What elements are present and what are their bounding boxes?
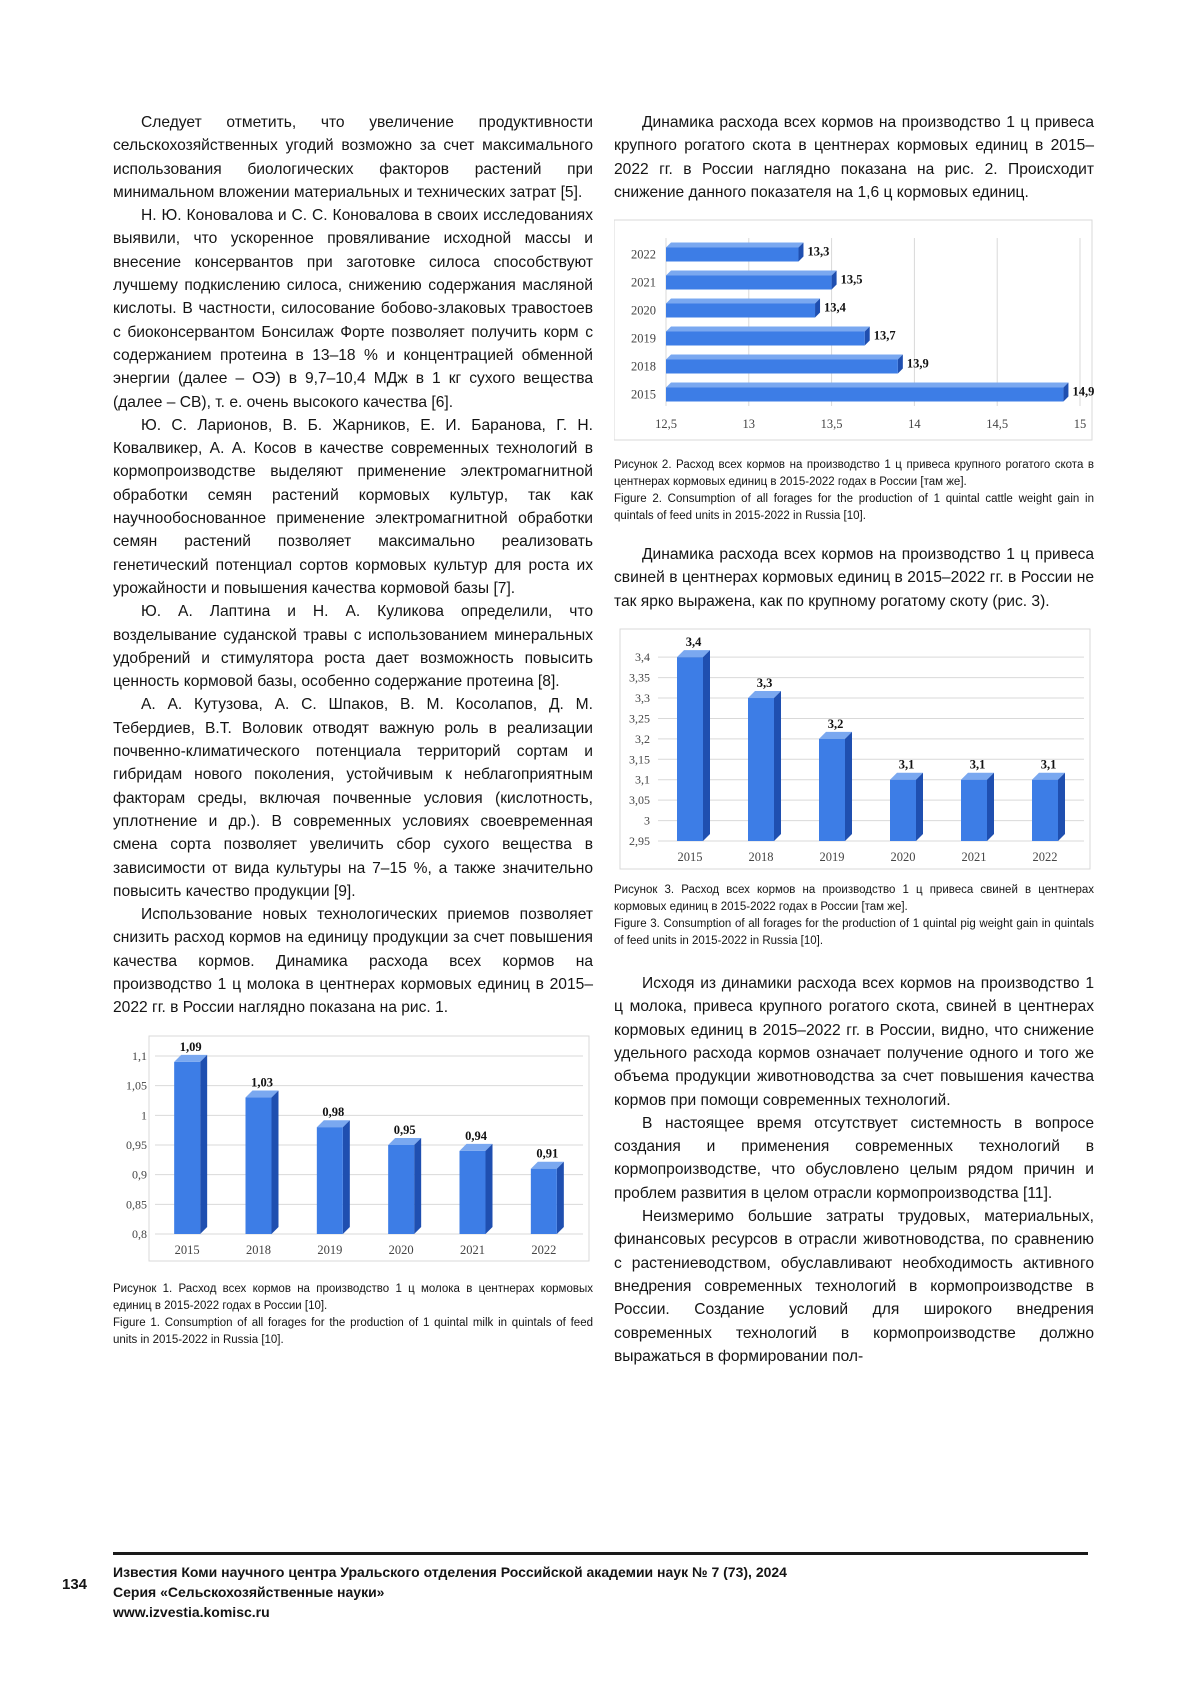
y-tick-label: 3 [644, 813, 650, 828]
data-label: 13,4 [824, 300, 846, 315]
y-tick-label: 1,1 [132, 1048, 147, 1063]
figure-2-caption-ru: Рисунок 2. Расход всех кормов на производство 1 ц привеса крупного рогатого скота в центнерах кормовых единиц в 2015-2022 годах в России [там же]. [614, 459, 1094, 489]
y-tick-label: 3,4 [635, 650, 650, 665]
paragraph: Ю. С. Ларионов, В. Б. Жарников, Е. И. Баранова, Г. Н. Ковалвикер, А. А. Косов в качестве современных технологий в кормопроизводстве выделяют применение электромагнитной обработки семян растений кормовых культур, так как научнообоснованное применение электромагнитной обработки семян растений позволяет максимально реализовать генетический потенциал сортов кормовых культур для роста их урожайности и повышения качества кормовой базы [7]. [113, 416, 593, 597]
x-tick-label: 2018 [246, 1242, 271, 1257]
data-label: 13,5 [840, 272, 863, 287]
data-label: 13,3 [807, 244, 830, 259]
paragraph: Динамика расхода всех кормов на производство 1 ц привеса крупного рогатого скота в центнерах кормовых единиц в 2015–2022 гг. в России наглядно показана на рис. 2. Происходит снижение данного показателя на 1,6 ц кормовых единиц. [614, 114, 1094, 201]
data-label: 3,2 [827, 716, 844, 731]
bar [666, 304, 815, 318]
figure-1-chart [113, 1034, 593, 1270]
paragraph: В настоящее время отсутствует системность в вопросе создания и применения современных технологий в кормопроизводстве, что обусловлено целым рядом причин и проблем развития в целом отрасли кормопроизводства [11]. [614, 1114, 1094, 1202]
figure-3 [614, 627, 1094, 950]
bar [666, 388, 1063, 402]
x-tick-label: 2021 [961, 850, 987, 865]
y-tick-label: 3,2 [635, 731, 650, 746]
figure-1-caption-en: Figure 1. Consumption of all forages for the production of 1 quintal milk in quintals of feed units in 2015-2022 in Russia [10]. [113, 1316, 593, 1346]
bar [246, 1097, 272, 1233]
bar [1032, 780, 1058, 841]
bar [961, 780, 987, 841]
x-tick-label: 2015 [174, 1242, 200, 1257]
y-tick-label: 3,05 [629, 793, 650, 808]
bar-side [486, 1144, 493, 1234]
data-label: 13,7 [873, 328, 896, 343]
y-tick-label: 0,8 [132, 1226, 147, 1241]
x-tick-label: 12,5 [655, 417, 677, 432]
y-tick-label: 2020 [631, 303, 656, 318]
figure-2-caption-en: Figure 2. Consumption of all forages for the production of 1 quintal cattle weight gain in quintals of feed units in 2015-2022 in Russia [10]. [614, 493, 1094, 523]
bar-side [343, 1120, 350, 1234]
bar [460, 1151, 486, 1234]
bar [666, 276, 832, 290]
page-number: 134 [62, 1576, 88, 1593]
x-tick-label: 2019 [317, 1242, 343, 1257]
y-tick-label: 0,85 [126, 1196, 147, 1211]
data-label: 0,94 [465, 1128, 487, 1143]
y-tick-label: 2018 [631, 359, 656, 374]
right-column [614, 111, 1094, 1368]
x-tick-label: 15 [1073, 417, 1087, 432]
x-tick-label: 14,5 [986, 417, 1009, 432]
paragraph: А. А. Кутузова, А. С. Шпаков, В. М. Косолапов, Д. М. Тебердиев, В.Т. Воловик отводят важную роль в реализации почвенно-климатического потенциала территорий сортам и гибридам нового поколения, устойчивым к неблагоприятным факторам среды, включая почвенные условия (кислотность, уплотнение и др.). В современных условиях своевременная смена сорта позволяет увеличить сбор сухого вещества в зависимости от вида культуры на 7–15 %, а также значительно повысить качество продукции [9]. [113, 696, 593, 900]
data-label: 0,98 [322, 1104, 345, 1119]
figure-1 [113, 1034, 593, 1349]
data-label: 0,91 [536, 1146, 559, 1161]
bar-side [200, 1055, 207, 1234]
paragraph: Исходя из динамики расхода всех кормов на производство 1 ц молока, привеса крупного рогатого скота, свиней в центнерах кормовых единиц в 2015–2022 гг. в России, видно, что снижение удельного расхода кормов означает получение одного и того же объема продукции животноводства за счет повышения качества кормов при помощи современных технологий. [614, 975, 1094, 1109]
figure-2-chart [614, 218, 1094, 448]
paragraph: Н. Ю. Коновалова и С. С. Коновалова в своих исследованиях выявили, что ускоренное провяливание исходной массы и внесение консервантов при заготовке силоса способствуют лучшему подкислению силоса, снижению содержания масляной кислоты. В частности, силосование бобово-злаковых травостоев с биоконсервантом Бонсилаж Форте позволяет получить корм с содержанием протеина в 13–18 % и концентрацией обменной энергии (далее – ОЭ) в 9,7–10,4 МДж в 1 кг сухого вещества (далее – СВ), т. е. очень высокого качества [6]. [113, 207, 593, 411]
x-tick-label: 2020 [890, 850, 916, 865]
data-label: 3,1 [898, 757, 915, 772]
y-tick-label: 3,35 [629, 670, 650, 685]
bar-top [666, 383, 1068, 388]
bar [890, 780, 916, 841]
y-tick-label: 0,95 [126, 1137, 147, 1152]
y-tick-label: 2021 [631, 275, 656, 290]
bar [317, 1127, 343, 1234]
bar-side [703, 650, 710, 841]
footer [113, 1562, 787, 1622]
x-tick-label: 2015 [677, 850, 703, 865]
journal-title: Известия Коми научного центра Уральского отделения Российской академии наук № 7 (73), 2024 [113, 1564, 787, 1580]
bar [677, 657, 703, 841]
figure-3-caption-en: Figure 3. Consumption of all forages for the production of 1 quintal pig weight gain in quintals of feed units in 2015-2022 in Russia [10]. [614, 918, 1094, 948]
data-label: 3,1 [1040, 757, 1057, 772]
x-tick-label: 13,5 [820, 417, 843, 432]
bar-side [845, 732, 852, 841]
bottom-text [614, 972, 1094, 1368]
bar-side [272, 1090, 279, 1233]
data-label: 1,03 [251, 1075, 273, 1090]
bar-top [666, 271, 837, 276]
bar [748, 698, 774, 841]
figure-2 [614, 218, 1094, 525]
y-tick-label: 3,3 [635, 691, 650, 706]
y-tick-label: 3,25 [629, 711, 650, 726]
bar-side [414, 1138, 421, 1234]
y-tick-label: 2019 [631, 331, 656, 346]
bar-top [666, 299, 820, 304]
data-label: 3,4 [685, 635, 702, 650]
data-label: 14,9 [1072, 384, 1094, 399]
y-tick-label: 2015 [631, 387, 656, 402]
y-tick-label: 1,05 [126, 1078, 147, 1093]
left-column [113, 111, 593, 1349]
y-tick-label: 2,95 [629, 834, 650, 849]
bar [666, 360, 898, 374]
y-tick-label: 0,9 [132, 1167, 147, 1182]
x-tick-label: 13 [742, 417, 756, 432]
data-label: 13,9 [906, 356, 929, 371]
plot-frame [149, 1036, 589, 1261]
figure-3-caption-ru: Рисунок 3. Расход всех кормов на производство 1 ц привеса свиней в центнерах кормовых единиц в 2015-2022 годах в России [там же]. [614, 884, 1094, 914]
bar [531, 1168, 557, 1233]
data-label: 0,95 [393, 1122, 416, 1137]
x-tick-label: 2021 [460, 1242, 485, 1257]
bar [174, 1062, 200, 1234]
data-label: 3,3 [756, 676, 773, 691]
x-tick-label: 14 [908, 417, 921, 432]
bar [388, 1145, 414, 1234]
journal-url[interactable]: www.izvestia.komisc.ru [113, 1604, 270, 1620]
footer-rule [113, 1552, 1088, 1555]
series-title: Серия «Сельскохозяйственные науки» [113, 1584, 385, 1600]
bar [666, 248, 798, 262]
bar [819, 739, 845, 841]
bar [666, 332, 865, 346]
paragraph: Динамика расхода всех кормов на производство 1 ц привеса свиней в центнерах кормовых единиц в 2015–2022 гг. в России не так ярко выражена, как по крупному рогатому скоту (рис. 3). [614, 546, 1094, 610]
bar-side [557, 1161, 564, 1233]
figure-1-caption-ru: Рисунок 1. Расход всех кормов на производство 1 ц молока в центнерах кормовых единиц в 2015-2022 годах в России [10]. [113, 1282, 593, 1312]
x-tick-label: 2020 [388, 1242, 414, 1257]
x-tick-label: 2022 [531, 1242, 557, 1257]
paragraph: Ю. А. Лаптина и Н. А. Куликова определили, что возделывание суданской травы с использованием минеральных удобрений и стимулятора роста дает возможность повысить ценность кормовой базы, особенно содержание протеина [8]. [113, 603, 593, 691]
x-tick-label: 2018 [748, 850, 774, 865]
paragraph: Неизмеримо большие затраты трудовых, материальных, финансовых ресурсов в отрасли животноводства, по сравнению с растениеводством, обуславливают необходимость активного внедрения современных технологий в кормопроизводстве в России. Создание условий для широкого внедрения современных технологий в кормопроизводстве должно выражаться в формировании пол- [614, 1208, 1094, 1365]
x-tick-label: 2019 [819, 850, 845, 865]
data-label: 1,09 [179, 1039, 202, 1054]
bar-side [987, 773, 994, 841]
y-tick-label: 2022 [631, 247, 656, 262]
bar-top [666, 243, 803, 248]
bar-side [916, 773, 923, 841]
bar-side [774, 691, 781, 841]
y-tick-label: 3,1 [635, 772, 650, 787]
bar-top [666, 355, 903, 360]
y-tick-label: 1 [141, 1107, 147, 1122]
figure-3-chart [614, 627, 1094, 875]
y-tick-label: 3,15 [629, 752, 650, 767]
x-tick-label: 2022 [1032, 850, 1058, 865]
paragraph: Использование новых технологических приемов позволяет снизить расход кормов на единицу продукции за счет повышения качества кормов. Динамика расхода всех кормов на производство 1 ц молока в центнерах кормовых единиц в 2015–2022 гг. в России наглядно показана на рис. 1. [113, 906, 593, 1017]
bar-side [1058, 773, 1065, 841]
paragraph: Следует отметить, что увеличение продуктивности сельскохозяйственных угодий возможно за счет максимального использования биологических факторов растений при минимальном вложении материальных и технических затрат [5]. [113, 114, 593, 201]
data-label: 3,1 [969, 757, 986, 772]
bar-top [666, 327, 870, 332]
